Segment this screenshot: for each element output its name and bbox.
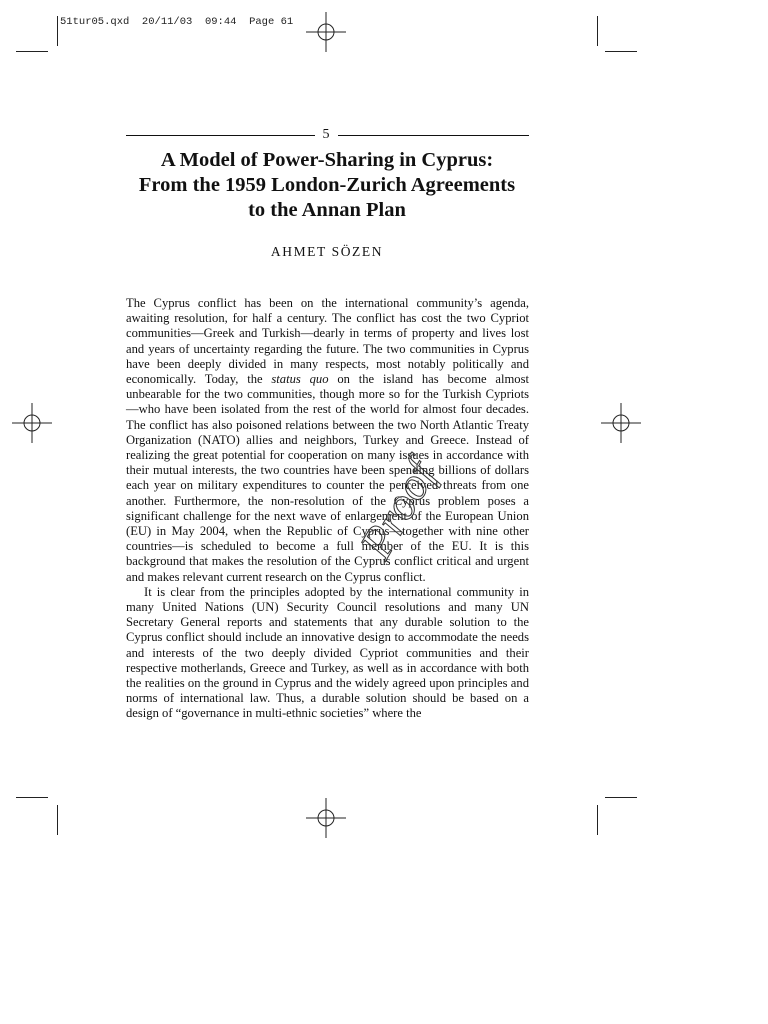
file-slug: [60, 16, 293, 28]
registration-mark-left-icon: [12, 403, 52, 443]
crop-mark-top-right-horizontal: [605, 51, 637, 52]
chapter-title-line: From the 1959 London-Zurich Agreements: [138, 174, 516, 196]
paragraph-text: on the island has become almost unbearable for the two communities, though more so for the Turkish Cypriots—who have been isolated from the rest of the world for almost four decades. The conflict has also poisoned relations between the two North Atlantic Treaty Organization (NATO) allies and neighbors, Turkey and Greece. Instead of realizing the great potential for cooperation on many issues in accordance with their mutual interests, the two countries have been spending billions of dollars each year on military expenditures to counter the perceived threats from one another. Furthermore, the non-resolution of the Cyprus problem poses a significant challenge for the next wave of enlargement of the European Union (EU) in May 2004, when the Republic of Cyprus—together with nine other countries—is scheduled to become a full member of the EU. It is this background that makes the resolution of the Cyprus conflict critical and urgent and makes relevant current research on the Cyprus conflict.: [126, 372, 529, 584]
crop-mark-top-left-vertical: [57, 16, 58, 46]
chapter-title: [126, 148, 528, 223]
chapter-number: 5: [322, 127, 330, 142]
chapter-title-line: to the Annan Plan: [248, 199, 406, 221]
crop-mark-bottom-left-horizontal: [16, 797, 48, 798]
crop-mark-bottom-right-vertical: [597, 805, 598, 835]
chapter-rule-left: [126, 135, 315, 136]
paragraph: [126, 296, 529, 585]
author-name: AHMET SÖZEN: [270, 244, 384, 259]
registration-mark-right-icon: [601, 403, 641, 443]
crop-mark-bottom-left-vertical: [57, 805, 58, 835]
chapter-rule-right: [338, 135, 529, 136]
slug-date: 20/11/03: [141, 16, 193, 28]
paragraph: It is clear from the principles adopted by the international community in many United Nations (UN) Security Council resolutions and many UN Secretary General reports and statements that any durable solution to the Cyprus conflict should include an innovative design to accommodate the needs and interests of the two deeply divided Cypriot communities and their respective motherlands, Greece and Turkey, as well as in accordance with both the realities on the ground in Cyprus and the widely agreed upon principles and norms of international law. Thus, a durable solution should be based on a design of “governance in multi-ethnic societies” where the: [126, 584, 529, 721]
crop-mark-top-left-horizontal: [16, 51, 48, 52]
registration-mark-top-icon: [306, 12, 346, 52]
paragraph-text: The Cyprus conflict has been on the international community’s agenda, awaiting resolution, for half a century. The conflict has cost the two Cypriot communities—Greek and Turkish—dearly in terms of property and lives lost and years of uncertainty regarding the future. The two communities in Cyprus have been deeply divided in many respects, most notably politically and economically. Today, the: [126, 296, 529, 387]
italic-term: status quo: [271, 372, 329, 387]
proof-watermark-text: Proof: [349, 451, 446, 567]
slug-page: Page 61: [249, 16, 294, 28]
registration-mark-bottom-icon: [306, 798, 346, 838]
slug-file: 51tur05.qxd: [60, 16, 130, 28]
body-text: [126, 296, 529, 722]
slug-time: 09:44: [204, 16, 237, 28]
crop-mark-top-right-vertical: [597, 16, 598, 46]
crop-mark-bottom-right-horizontal: [605, 797, 637, 798]
chapter-title-line: A Model of Power-Sharing in Cyprus:: [160, 149, 494, 171]
